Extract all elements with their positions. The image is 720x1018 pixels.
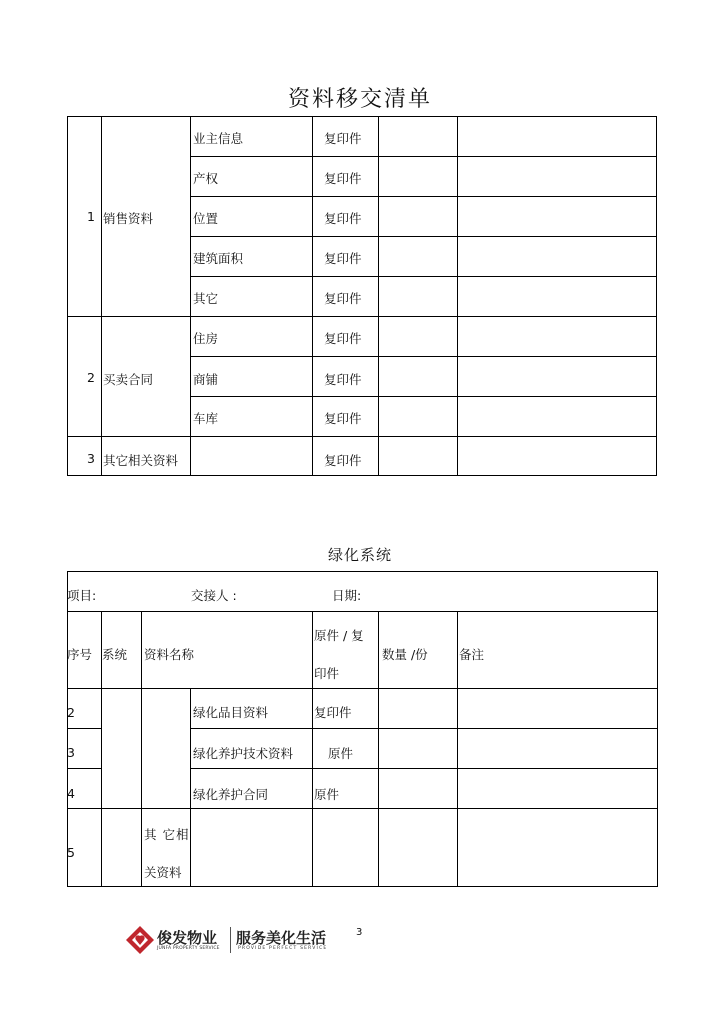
header-qty: 数量 /份 [382,647,428,662]
row-name: 绿化养护合同 [193,787,269,802]
brand-slogan-en: PROVIDE PERFECT SERVICE [238,946,328,951]
row-name-cont: 关资料 [144,865,182,880]
row-name: 其 它相 [144,827,190,842]
item-type: 复印件 [324,291,362,306]
item-name: 其它 [193,291,219,306]
group-name: 销售资料 [103,211,154,226]
item-type: 复印件 [324,453,362,468]
row-name: 绿化品目资料 [193,705,269,720]
header-remark: 备注 [459,647,485,662]
item-name: 业主信息 [193,131,244,146]
page-number: 3 [356,927,363,938]
item-type: 复印件 [324,211,362,226]
item-name: 产权 [193,171,219,186]
item-type: 复印件 [324,171,362,186]
group-name: 其它相关资料 [103,453,179,468]
header-type-cont: 印件 [314,666,340,681]
item-type: 复印件 [324,131,362,146]
group-number: 1 [87,209,95,224]
header-name: 资料名称 [144,647,195,662]
item-name: 住房 [193,331,219,346]
item-name: 商铺 [193,372,219,387]
item-type: 复印件 [324,411,362,426]
section-title: 绿化系统 [327,546,392,564]
row-no: 5 [67,845,75,860]
item-type: 复印件 [324,372,362,387]
row-no: 2 [67,705,75,720]
group-name: 买卖合同 [103,372,154,387]
handover-label: 交接人 : [191,588,237,603]
header-type: 原件 / 复 [314,628,364,643]
date-label: 日期: [332,588,362,603]
brand-name-en: JUNFA PROPERTY SERVICE [157,946,220,951]
row-no: 4 [67,786,75,801]
row-no: 3 [67,745,75,760]
row-name: 绿化养护技术资料 [193,746,294,761]
item-name: 车库 [193,411,219,426]
item-name: 建筑面积 [193,251,244,266]
project-label: 项目: [67,588,97,603]
brand-slogan: 服务美化生活 [236,929,327,947]
header-system: 系统 [102,647,128,662]
company-logo-icon [124,924,156,956]
item-type: 复印件 [324,331,362,346]
header-no: 序号 [67,647,93,662]
group-number: 2 [87,370,95,385]
brand-divider [230,927,231,953]
row-type: 原件 [328,746,354,761]
row-type: 原件 [314,787,340,802]
page-title: 资料移交清单 [287,87,432,112]
brand-name: 俊发物业 [157,929,218,947]
group-number: 3 [87,451,95,466]
row-type: 复印件 [314,705,352,720]
item-name: 位置 [193,211,219,226]
item-type: 复印件 [324,251,362,266]
